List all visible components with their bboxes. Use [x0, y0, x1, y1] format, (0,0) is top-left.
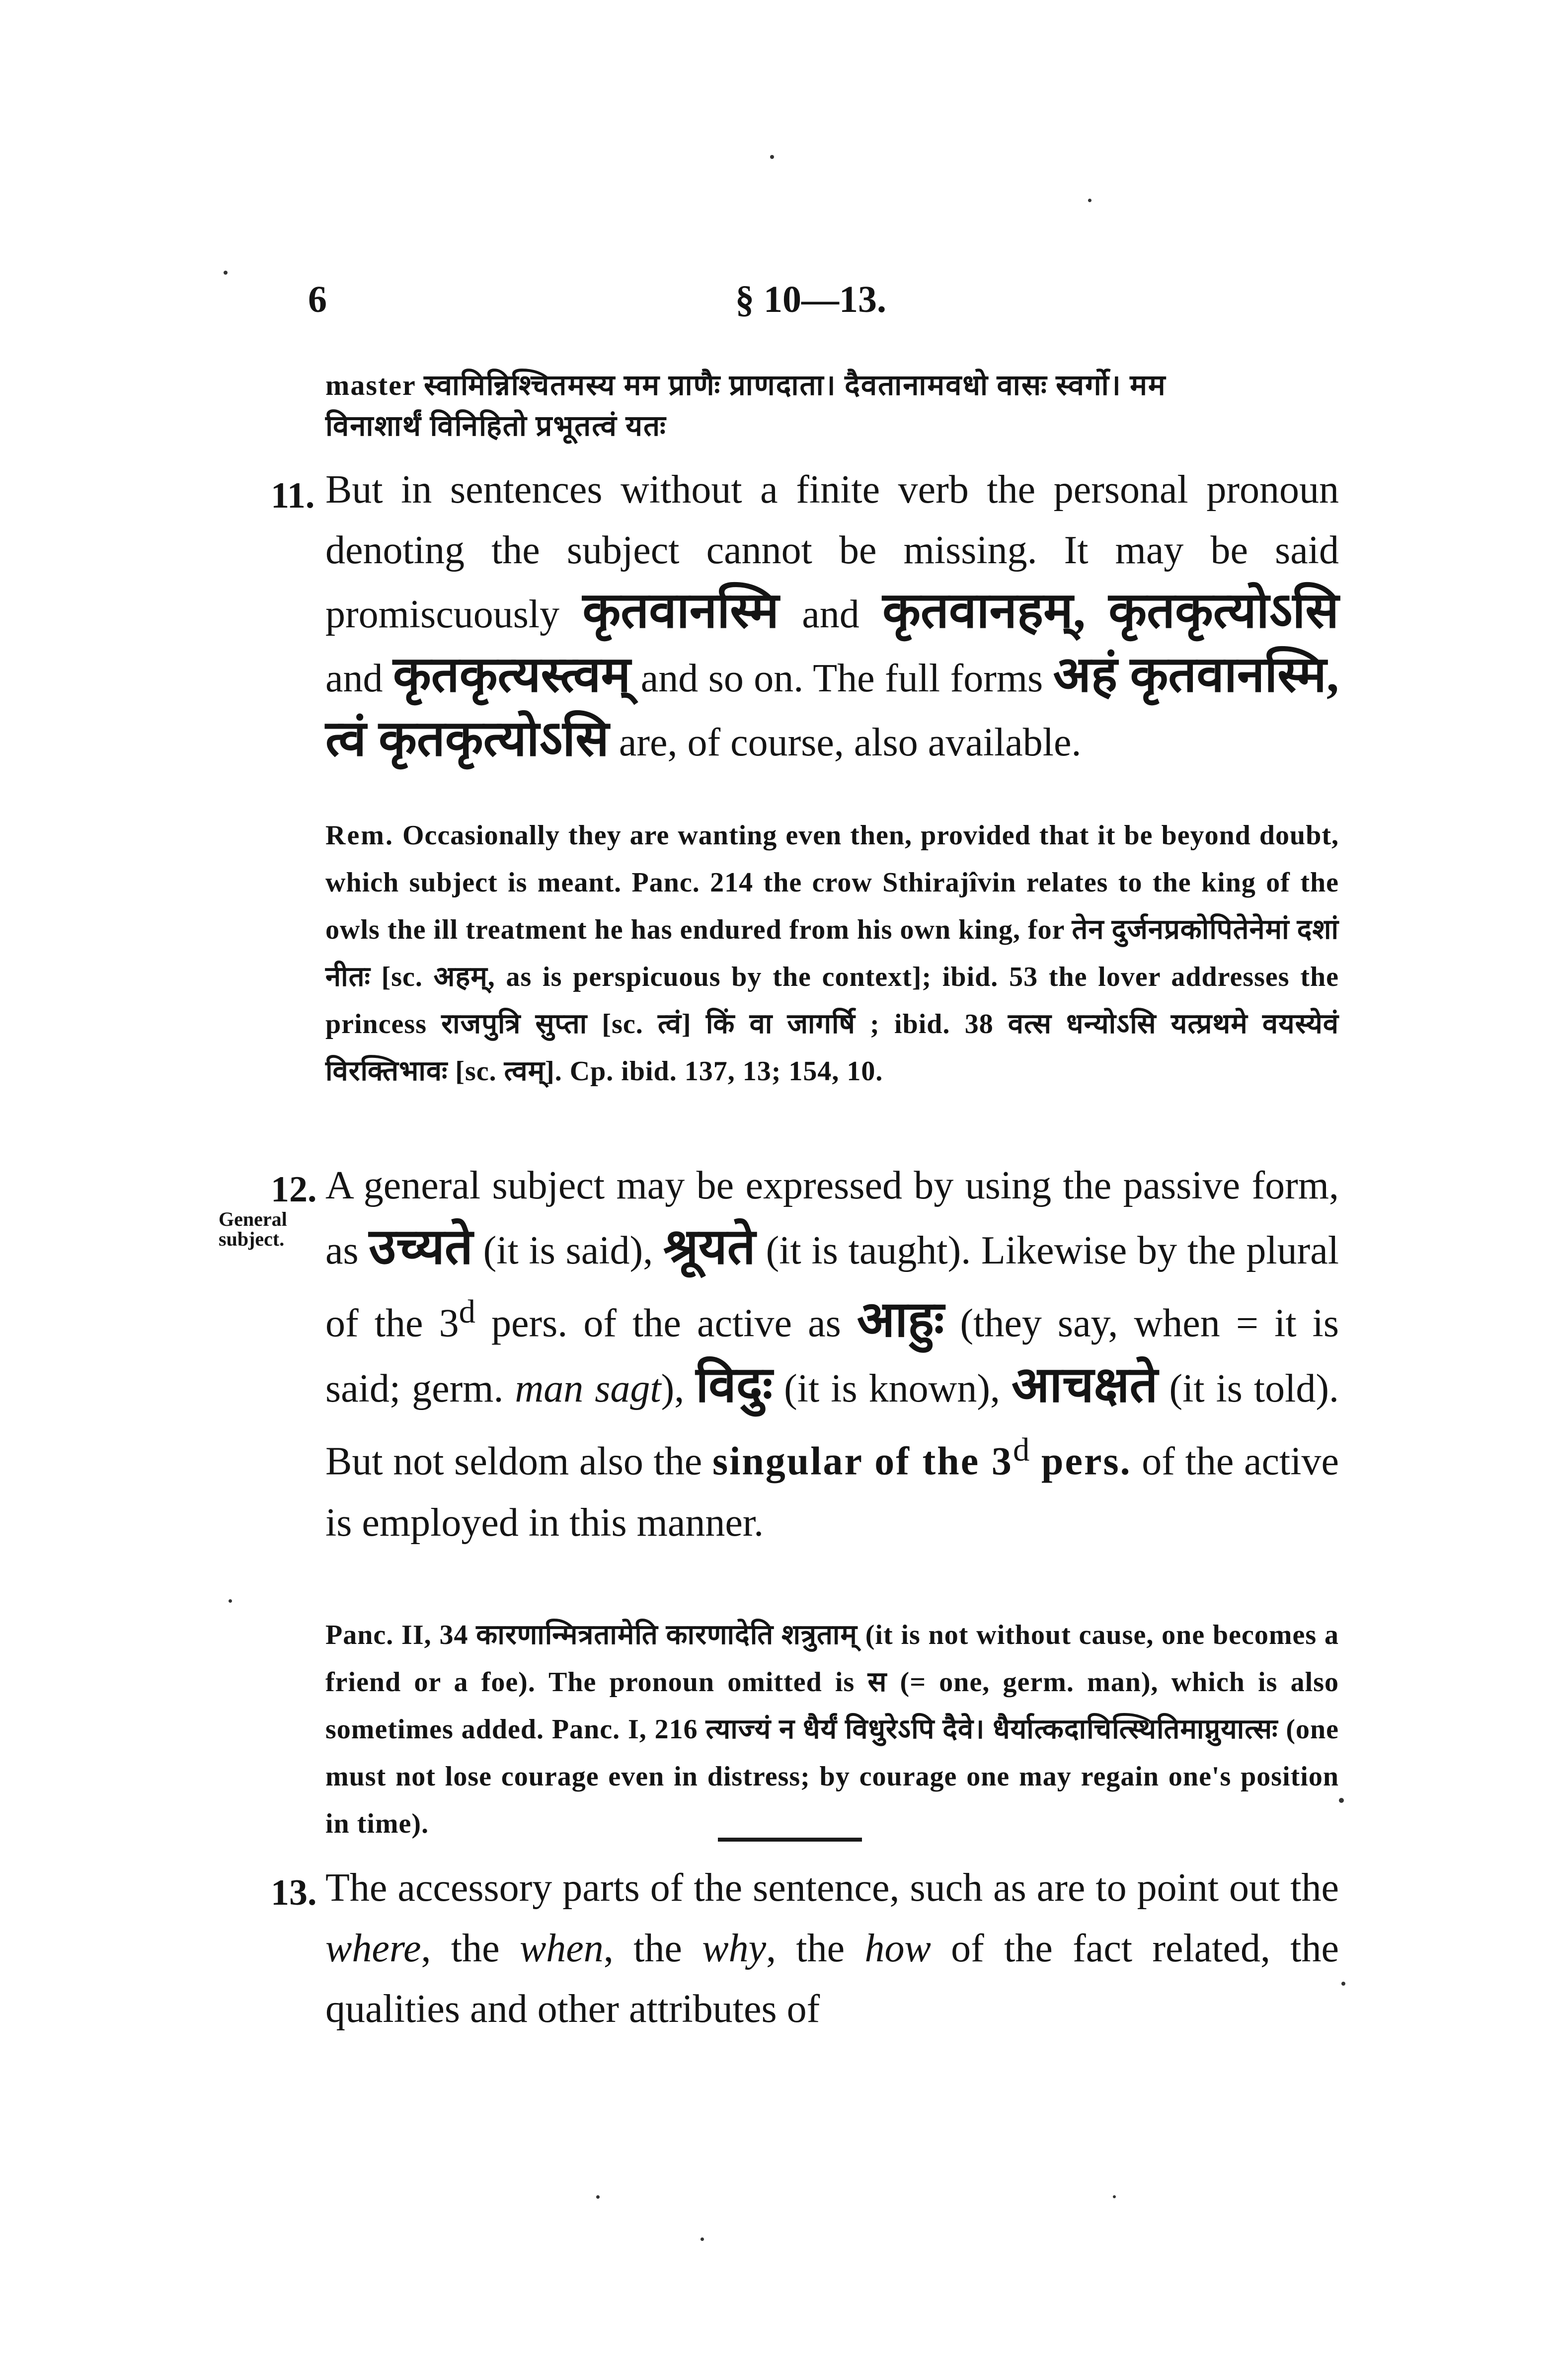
- scan-speck: [1088, 199, 1091, 202]
- devanagari-term: आहुः: [856, 1292, 944, 1347]
- scan-speck: [1339, 1798, 1344, 1803]
- paragraph-number: 13.: [271, 1872, 317, 1913]
- paragraph-13: 13. The accessory parts of the sentence, such as are to point out the where, the when, the why, the how of the fact related, the qualities and other attributes of: [325, 1858, 1339, 2039]
- devanagari-term: श्रूयते: [663, 1219, 756, 1274]
- devanagari-term: आचक्षते: [1012, 1357, 1158, 1413]
- devanagari-line-1: master स्वामिन्निश्चितमस्य मम प्राणैः प्राणदाता। दैवतानामवधो वासः स्वर्गो। मम: [325, 369, 1167, 401]
- remark-text: Occasionally they are wanting even then, provided that it be beyond doubt, which subject is meant. Panc. 214 the crow Sthirajîvin relates to the king of the owls the ill treatment he has endured from his own king, for तेन दुर्जनप्रकोपितेनेमां दशां नीतः [sc. अहम्, as is perspicuous by the context]; ibid. 53 the lover addresses the princess राजपुत्रि सुप्ता [sc. त्वं] किं वा जागर्षि ; ibid. 38 वत्स धन्योऽसि यत्प्रथमे वयस्येवं विरक्तिभावः [sc. त्वम्]. Cp. ibid. 137, 13; 154, 10.: [325, 820, 1339, 1087]
- scan-speck: [701, 2237, 704, 2241]
- page-number: 6: [308, 279, 327, 320]
- devanagari-term: उच्यते: [369, 1219, 473, 1274]
- devanagari-term: कृतवानहम्,: [882, 583, 1086, 638]
- remark-label: Rem.: [325, 820, 394, 851]
- devanagari-phrase: अहं कृतवानस्मि, त्वं कृतकृत्योऽसि: [325, 647, 1339, 766]
- paragraph-number: 12.: [271, 1169, 317, 1210]
- remark-11: [325, 812, 1339, 1095]
- devanagari-term: कृतवानस्मि: [582, 583, 779, 638]
- scan-speck: [596, 2195, 600, 2199]
- scan-speck: [229, 1599, 232, 1603]
- scan-speck: [1341, 1982, 1345, 1986]
- margin-note-general-subject: General subject.: [219, 1208, 287, 1250]
- section-divider: [718, 1838, 862, 1842]
- devanagari-term: विदुः: [696, 1357, 773, 1413]
- page-header: [308, 278, 1341, 323]
- paragraph-11: 11. But in sentences without a finite verb the personal pronoun denoting the subject cannot be missing. It may be said promiscuously कृतवानस्मि and कृतवानहम्, कृतकृत्योऽसि and कृतकृत्यस्त्वम् and so on. The full forms अहं कृतवानस्मि, त्वं कृतकृत्योऽसि are, of course, also available.: [325, 459, 1339, 773]
- devanagari-term: कृतकृत्योऽसि: [1108, 583, 1339, 638]
- para-10-continuation: [325, 365, 1339, 446]
- section-range: § 10—13.: [735, 279, 886, 320]
- scan-speck: [770, 155, 774, 159]
- devanagari-term: कृतकृत्यस्त्वम्: [392, 647, 631, 702]
- scan-speck: [1113, 2195, 1116, 2198]
- scan-speck: [224, 271, 228, 275]
- paragraph-number: 11.: [271, 475, 315, 516]
- paragraph-12-example: Panc. II, 34 कारणान्मित्रतामेति कारणादेति शत्रुताम् (it is not without cause, one becomes a friend or a foe). The pronoun omitted is स (= one, germ. man), which is also sometimes added. Panc. I, 216 त्याज्यं न धैर्यं विधुरेऽपि दैवे। धैर्यात्कदाचित्स्थितिमाप्नुयात्सः (one must not lose courage even in distress; by courage one may regain one's position in time).: [325, 1620, 1339, 1839]
- paragraph-12: 12. A general subject may be expressed by using the passive form, as उच्यते (it is said), श्रूयते (it is taught). Likewise by the plural of the 3$^d$ pers. of the active as आहुः (they say, when = it is said; germ. man sagt), विदुः (it is known), आचक्षते (it is told). But not seldom also the singular of the 3$^d$ pers. of the active is employed in this manner.: [325, 1155, 1339, 1554]
- devanagari-line-2: विनाशार्थं विनिहितो प्रभूतत्वं यतः: [325, 410, 667, 442]
